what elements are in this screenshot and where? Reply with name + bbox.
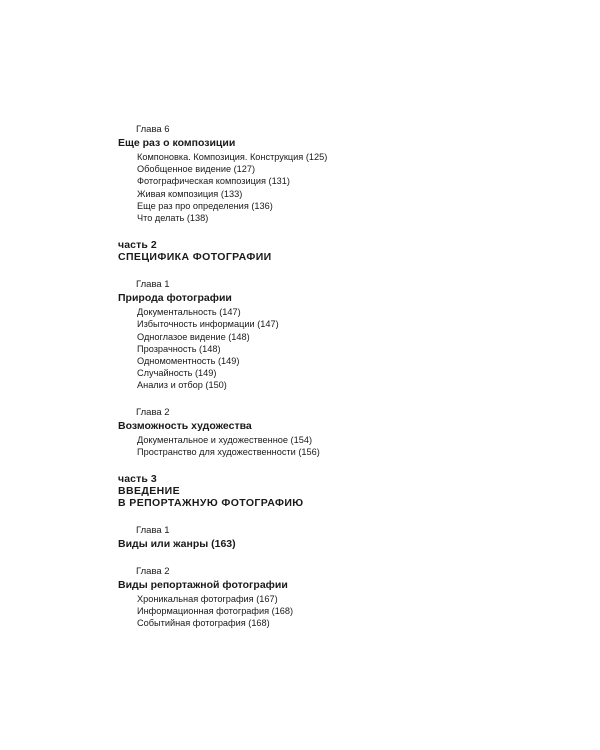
part-title: В РЕПОРТАЖНУЮ ФОТОГРАФИЮ — [118, 497, 304, 510]
toc-entry: Прозрачность (148) — [137, 343, 221, 354]
toc-entry: Хроникальная фотография (167) — [137, 594, 278, 605]
entry-list — [118, 306, 558, 391]
chapter-block — [118, 279, 558, 391]
entry-list — [118, 151, 558, 224]
part-heading — [118, 473, 558, 509]
chapter-title: Возможность художества — [118, 419, 252, 432]
part-title: СПЕЦИФИКА ФОТОГРАФИИ — [118, 251, 272, 264]
toc-entry: Еще раз про определения (136) — [137, 200, 273, 211]
chapter-block — [118, 525, 558, 551]
toc-entry: Событийная фотография (168) — [137, 618, 270, 629]
toc-entry: Пространство для художественности (156) — [137, 446, 320, 457]
chapter-title: Природа фотографии — [118, 292, 232, 305]
chapter-label: Глава 1 — [136, 525, 170, 537]
toc-entry: Анализ и отбор (150) — [137, 380, 227, 391]
entry-list — [118, 593, 558, 630]
chapter-title: Еще раз о композиции — [118, 137, 236, 149]
chapter-label: Глава 6 — [136, 124, 170, 135]
toc-entry: Одномоментность (149) — [137, 356, 240, 367]
chapter-block — [118, 407, 558, 458]
entry-list — [118, 434, 558, 458]
toc-entry: Документальность (147) — [137, 307, 241, 318]
toc-entry: Информационная фотография (168) — [137, 606, 294, 617]
toc-entry: Обобщенное видение (127) — [137, 164, 256, 175]
toc-entry: Документальное и художественное (154) — [137, 434, 313, 445]
part-number: часть 3 — [118, 473, 157, 486]
chapter-block — [118, 124, 558, 224]
toc-entry: Фотографическая композиция (131) — [137, 176, 290, 187]
toc-entry: Одноглазое видение (148) — [137, 331, 250, 342]
chapter-title: Виды или жанры (163) — [118, 538, 236, 551]
toc-entry: Что делать (138) — [137, 213, 209, 224]
chapter-label: Глава 2 — [136, 406, 170, 418]
part-number: часть 2 — [118, 239, 157, 252]
part-heading — [118, 239, 558, 263]
chapter-block — [118, 566, 558, 630]
part-title: ВВЕДЕНИЕ — [118, 485, 180, 498]
chapter-title: Виды репортажной фотографии — [118, 579, 288, 592]
chapter-label: Глава 2 — [136, 566, 170, 578]
toc-entry: Избыточность информации (147) — [137, 319, 279, 330]
toc-entry: Случайность (149) — [137, 368, 217, 379]
toc-entry: Компоновка. Композиция. Конструкция (125) — [137, 152, 328, 162]
chapter-label: Глава 1 — [136, 279, 170, 291]
table-of-contents — [118, 124, 558, 645]
toc-entry: Живая композиция (133) — [137, 188, 243, 199]
